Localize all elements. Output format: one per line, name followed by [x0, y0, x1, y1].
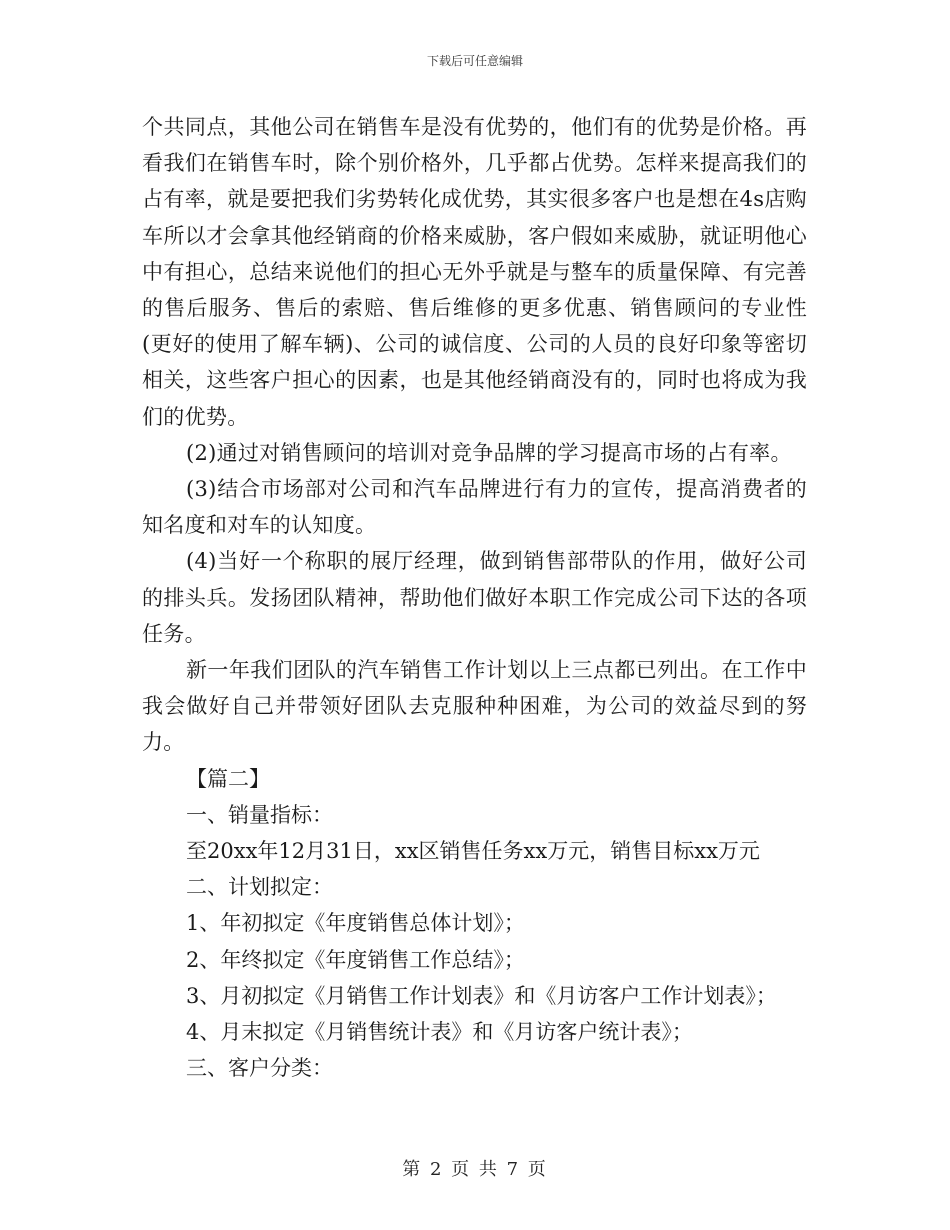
paragraph-conclusion: 新一年我们团队的汽车销售工作计划以上三点都已列出。在工作中我会做好自己并带领好团队去克服种种困难，为公司的效益尽到的努力。: [142, 658, 807, 755]
list-item: 4、月末拟定《月销售统计表》和《月访客户统计表》；: [186, 1020, 693, 1045]
list-item: 至20xx年12月31日，xx区销售任务xx万元，销售目标xx万元: [186, 839, 760, 864]
list-item: 三、客户分类：: [186, 1056, 333, 1081]
list-item: 二、计划拟定：: [186, 875, 333, 900]
page-number: 第 2 页 共 7 页: [402, 1159, 548, 1180]
paragraph-item-4: (4)当好一个称职的展厅经理，做到销售部带队的作用，做好公司的排头兵。发扬团队精神，帮助他们做好本职工作完成公司下达的各项任务。: [142, 549, 807, 646]
list-item: 2、年终拟定《年度销售工作总结》；: [186, 947, 525, 972]
paragraph-advantages: 个共同点，其他公司在销售车是没有优势的，他们有的优势是价格。再看我们在销售车时，除个别价格外，几乎都占优势。怎样来提高我们的占有率，就是要把我们劣势转化成优势，其实很多客户也是想在4s店购车所以才会拿其他经销商的价格来威胁，客户假如来威胁，就证明他心中有担心，总结来说他们的担心无外乎就是与整车的质量保障、有完善的售后服务、售后的索赔、售后维修的更多优惠、销售顾问的专业性(更好的使用了解车辆)、公司的诚信度、公司的人员的良好印象等密切相关，这些客户担心的因素，也是其他经销商没有的，同时也将成为我们的优势。: [142, 115, 807, 429]
paragraph-item-2: (2)通过对销售顾问的培训对竞争品牌的学习提高市场的占有率。: [186, 440, 792, 465]
document-body: [142, 109, 807, 1086]
list-item: 一、销量指标：: [186, 802, 333, 827]
paragraph-item-3: (3)结合市场部对公司和汽车品牌进行有力的宣传，提高消费者的知名度和对车的认知度。: [142, 477, 807, 538]
list-item: 1、年初拟定《年度销售总体计划》；: [186, 911, 525, 936]
page-header: 下载后可任意编辑: [426, 54, 523, 68]
section-title: 【篇二】: [186, 766, 270, 791]
list-item: 3、月初拟定《月销售工作计划表》和《月访客户工作计划表》；: [186, 983, 777, 1008]
